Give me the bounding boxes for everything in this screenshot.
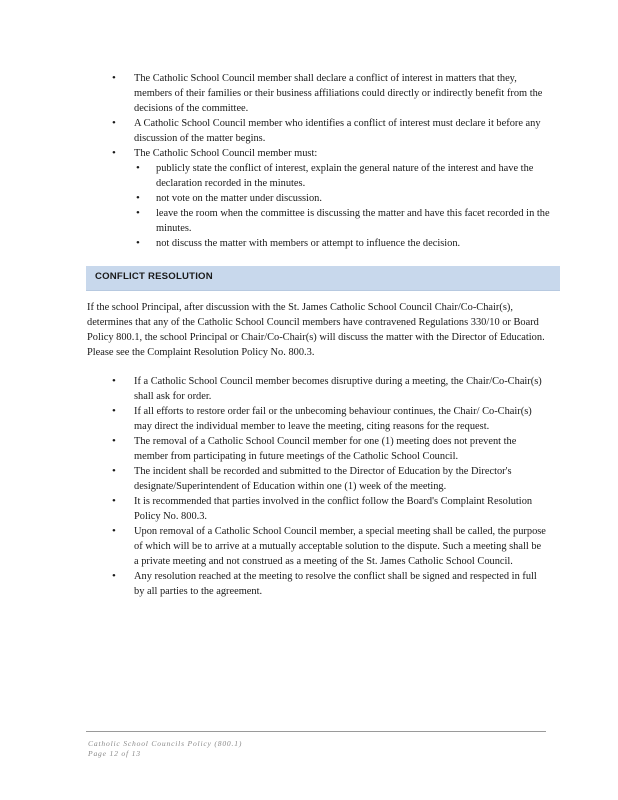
member-obligations-list	[134, 161, 554, 251]
list-item	[134, 569, 546, 599]
sub-list-item	[156, 161, 554, 191]
section-heading: CONFLICT RESOLUTION	[95, 271, 213, 282]
conflict-resolution-list	[134, 374, 546, 599]
sub-list-item-text: publicly state the conflict of interest, explain the general nature of the interest and have the declaration recorded in the minutes.	[156, 163, 534, 189]
sub-list-item-text: not vote on the matter under discussion.	[156, 193, 322, 204]
list-item	[134, 404, 546, 434]
list-item-text: The Catholic School Council member shall declare a conflict of interest in matters that they, members of their families or their business affiliations could directly or indirectly benefit from the decisions of the committee.	[134, 73, 543, 114]
list-item-text: The incident shall be recorded and submitted to the Director of Education by the Director's designate/Superintendent of Education within one (1) week of the meeting.	[134, 466, 512, 492]
list-item-text: If a Catholic School Council member becomes disruptive during a meeting, the Chair/Co-Chair(s) shall ask for order.	[134, 376, 542, 402]
conflict-of-interest-list	[134, 71, 554, 251]
sub-list-item-text: not discuss the matter with members or attempt to influence the decision.	[156, 238, 461, 249]
list-item-text: It is recommended that parties involved in the conflict follow the Board's Complaint Resolution Policy No. 800.3.	[134, 496, 533, 522]
list-item-text: Upon removal of a Catholic School Council member, a special meeting shall be called, the purpose of which will be to arrive at a mutually acceptable solution to the dispute. Such a meeting shall be a private meeting and not construed as a meeting of the St. James Catholic School Council.	[134, 526, 546, 567]
section-heading-bar	[86, 266, 560, 291]
list-item	[134, 146, 554, 251]
footer-policy-title: Catholic School Councils Policy (800.1)	[88, 739, 243, 748]
footer-page-number: Page 12 of 13	[88, 749, 141, 758]
footer-divider	[86, 731, 546, 732]
list-item	[134, 524, 546, 569]
conflict-resolution-paragraph: If the school Principal, after discussion with the St. James Catholic School Council Chair/Co-Chair(s), determines that any of the Catholic School Council members have contravened Regulations 330/10 or Board Policy 800.1, the school Principal or Chair/Co-Chair(s) will discuss the matter with the Director of Education. Please see the Complaint Resolution Policy No. 800.3.	[87, 302, 545, 358]
sub-list-item	[156, 236, 554, 251]
list-item-text: If all efforts to restore order fail or the unbecoming behaviour continues, the Chair/ Co-Chair(s) may direct the individual member to leave the meeting, citing reasons for the request.	[134, 406, 532, 432]
list-item-text: Any resolution reached at the meeting to resolve the conflict shall be signed and respected in full by all parties to the agreement.	[134, 571, 537, 597]
list-item	[134, 116, 554, 146]
list-item	[134, 374, 546, 404]
list-item-text: The Catholic School Council member must:	[134, 148, 318, 159]
sub-list-item	[156, 206, 554, 236]
page-footer	[88, 739, 242, 759]
list-item-text: A Catholic School Council member who identifies a conflict of interest must declare it before any discussion of the matter begins.	[134, 118, 541, 144]
list-item-text: The removal of a Catholic School Council member for one (1) meeting does not prevent the member from participating in future meetings of the Catholic School Council.	[134, 436, 517, 462]
sub-list-item-text: leave the room when the committee is discussing the matter and have this facet recorded in the minutes.	[156, 208, 550, 234]
sub-list-item	[156, 191, 554, 206]
list-item	[134, 434, 546, 464]
list-item	[134, 71, 554, 116]
list-item	[134, 494, 546, 524]
list-item	[134, 464, 546, 494]
